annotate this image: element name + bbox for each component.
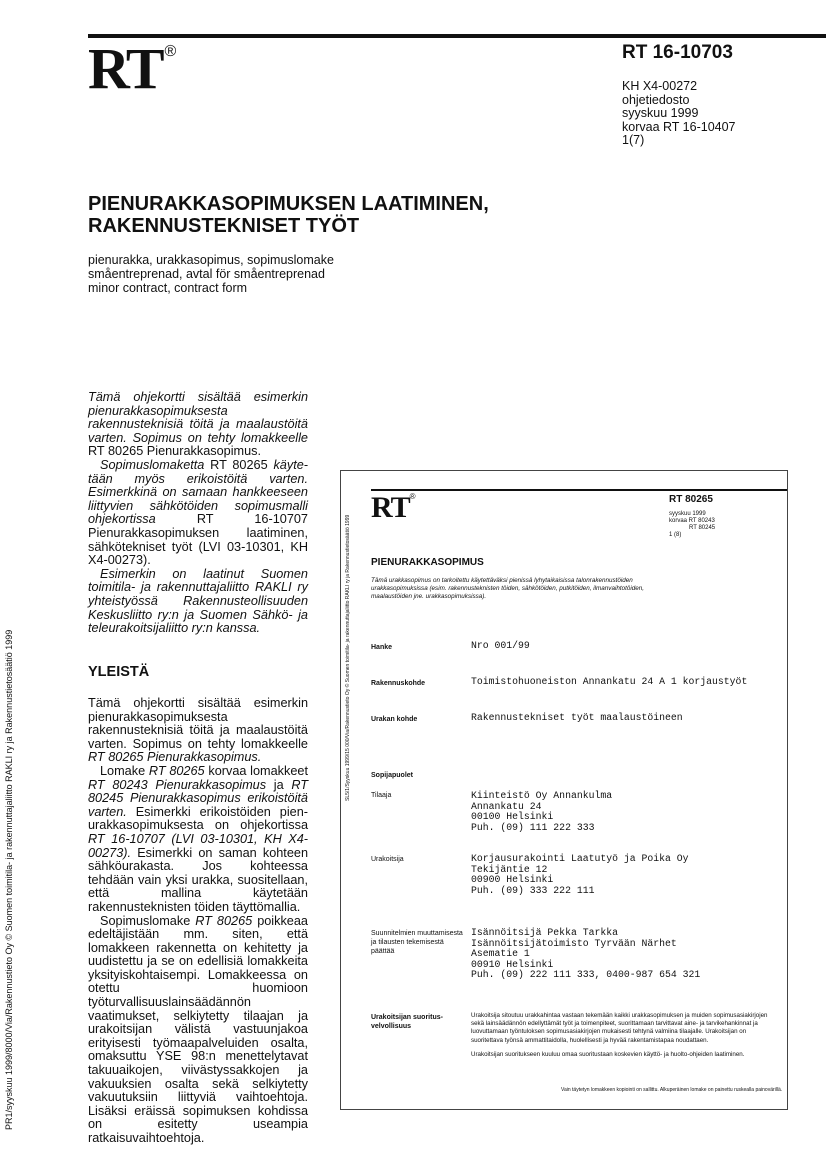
header-rule xyxy=(88,34,826,38)
urakka-label: Urakan kohde xyxy=(371,716,418,723)
suunnitelmat-label: Suunnitelmien muuttamisesta ja tilausten tekemisestä päättää xyxy=(371,930,463,955)
hanke-value: Nro 001/99 xyxy=(471,640,530,651)
intro-text: Tämä ohjekortti sisältää esimerkin pienurakkasopimuksesta rakennusteknisiä töitä ja maalaustöitä varten. Sopimus on tehty lomakkeelle RT 80265 Pienurakkasopimus. Sopimuslomaketta RT 80265 käytetään myös erikoistöitä varten. Esimerkkinä on samaan hankkeeseen liittyvien sähkötöiden sopimusmalli ohjekortissa RT 16-10707 Pienurakkasopimuksen laatiminen, sähkötekniset työt (LVI 03-10301, KH X4-00273). Esimerkin on laatinut Suomen toimitila- ja rakennuttajaliitto RAKLI ry yhteistyössä Rakennusteollisuuden Keskusliitto ry:n ja Suomen Sähkö- ja teleurakoitsijaliitto ry:n kanssa. xyxy=(88,390,309,636)
contract-form-image xyxy=(340,470,788,1110)
document-number: RT 16-10703 xyxy=(622,42,733,63)
form-description: Tämä urakkasopimus on tarkoitettu käytettäväksi pienissä lyhytaikaisissa talonrakennustöiden urakkasopimuksissa (esim. rakennusteknisten töiden, sähkötöiden, putkitöiden, ilmanvaihtotöiden, maalaustöiden jne. urakkasopimuksissa). xyxy=(371,577,645,600)
parties-label: Sopijapuolet xyxy=(371,772,413,779)
form-rt-logo: RT® xyxy=(371,491,415,524)
meta-line: korvaa RT 16-10407 xyxy=(622,119,736,134)
meta-line: syyskuu 1999 xyxy=(622,106,699,120)
velvollisuus-text: Urakoitsija sitoutuu urakkahintaa vastaan tekemään kaikki urakkasopimuksen ja muiden sopimusasiakirjojen sekä lainsäädännön edellyttämät työt ja toimenpiteet, suorittamaan tarvittavat aine- ja tarvikehankinnat ja luovuttamaan työntuloksen sopimusasiakirjojen mukaisesti tehtynä valmiina tilaajalle. Urakoitsijan on suoritettava työnsä ammattitaidolla, huolellisesti ja hyvää rakentamistapaa noudattaen. Urakoitsijan suoritukseen kuuluu omaa suoritustaan koskevien käyttö- ja huolto-ohjeiden laatiminen. xyxy=(471,1012,768,1058)
form-side-imprint: SL5/1/Syyskuu 1999/15 000/Via/Rakennustieto Oy © Suomen toimitila- ja rakennuttajaliitto RAKLI ry ja Rakennustietosäätiö 1999 xyxy=(345,514,351,801)
kohde-value: Toimistohuoneiston Annankatu 24 A 1 korjaustyöt xyxy=(471,676,748,687)
meta-line: ohjetiedosto xyxy=(622,92,690,107)
form-doc-number: RT 80265 xyxy=(669,494,713,505)
form-title: PIENURAKKASOPIMUS xyxy=(371,557,484,568)
meta-line: KH X4-00272 xyxy=(622,79,698,93)
page-title: PIENURAKKASOPIMUKSEN LAATIMINEN, RAKENNUSTEKNISET TYÖT xyxy=(88,193,489,237)
hanke-label: Hanke xyxy=(371,644,393,651)
velvollisuus-label: Urakoitsijan suoritus- velvollisuus xyxy=(371,1014,443,1030)
tilaaja-label: Tilaaja xyxy=(371,792,392,799)
meta-line: 1(7) xyxy=(622,133,645,147)
urakka-value: Rakennustekniset työt maalaustöineen xyxy=(471,712,683,723)
form-header-rule xyxy=(371,489,787,491)
document-meta xyxy=(622,80,736,148)
kohde-label: Rakennuskohde xyxy=(371,680,426,687)
section-heading: YLEISTÄ xyxy=(88,664,150,680)
body-text: Tämä ohjekortti sisältää esimerkin pienurakkasopimuksesta rakennusteknisiä töitä ja maalaustöitä varten. Sopimus on tehty lomakkeelle RT 80265 Pienurakkasopimus. Lomake RT 80265 korvaa lomakkeet RT 80243 Pienurakkasopimus ja RT 80245 Pienurakkasopimus erikoistöitä varten. Esimerkki erikoistöiden pienurakkasopimuksesta on ohjekortissa RT 16-10707 (LVI 03-10301, KH X4-00273). Esimerkki on saman kohteen sähköurakasta. Jos kohteessa tehdään vain yksi urakka, suositellaan, että mallina käytetään rakennusteknisten töiden täyttömallia. Sopimuslomake RT 80265 poikkeaa edeltäjistään mm. siten, että lomakkeen rakennetta on kehitetty ja uudistettu ja se on edellisiä lomakkeita yksityiskohtaisempi. Lomakkeessa on otettu huomioon työturvallisuuslainsäädännön vaatimukset, selkiytetty tilaajan ja urakoitsijan välistä vastuunjakoa erityisesti työmaapalveluiden osalta, omaksuttu YSE 98:n menettelytavat takuuaikojen, viivästyssakkojen ja vakuuksien osalta sekä selkiytetty vakuutuksiin liittyviä vaihtoehtoja. Lisäksi eräissä sopimuksen kohdissa on esitetty useampia ratkaisuvaihtoehtoja. xyxy=(88,696,309,1145)
form-meta: syyskuu 1999 korvaa RT 80243 RT 80245 1 (8) xyxy=(669,511,716,538)
side-imprint: PR1/syyskuu 1999/8000/Via/Rakennustieto Oy © Suomen toimitila- ja rakennuttajaliitto RAKLI ry ja Rakennustietosäätiö 1999 xyxy=(4,629,14,1130)
urakoitsija-value: Korjausurakointi Laatutyö ja Poika Oy Tekijäntie 12 00900 Helsinki Puh. (09) 333 222 111 xyxy=(471,853,689,896)
urakoitsija-label: Urakoitsija xyxy=(371,856,404,863)
form-footer: Vain täytetyn lomakkeen kopiointi on sallittu. Alkuperäinen lomake on painettu ruskealla painovärillä. xyxy=(561,1087,783,1093)
rt-logo: RT ® xyxy=(88,36,175,101)
keywords: pienurakka, urakkasopimus, sopimuslomake småentreprenad, avtal för småentreprenad minor contract, contract form xyxy=(88,253,334,295)
suunnitelmat-value: Isännöitsijä Pekka Tarkka Isännöitsijätoimisto Tyrvään Närhet Asematie 1 00910 Helsinki Puh. (09) 222 111 333, 0400-987 654 321 xyxy=(471,927,701,980)
tilaaja-value: Kiinteistö Oy Annankulma Annankatu 24 00100 Helsinki Puh. (09) 111 222 333 xyxy=(471,790,613,833)
